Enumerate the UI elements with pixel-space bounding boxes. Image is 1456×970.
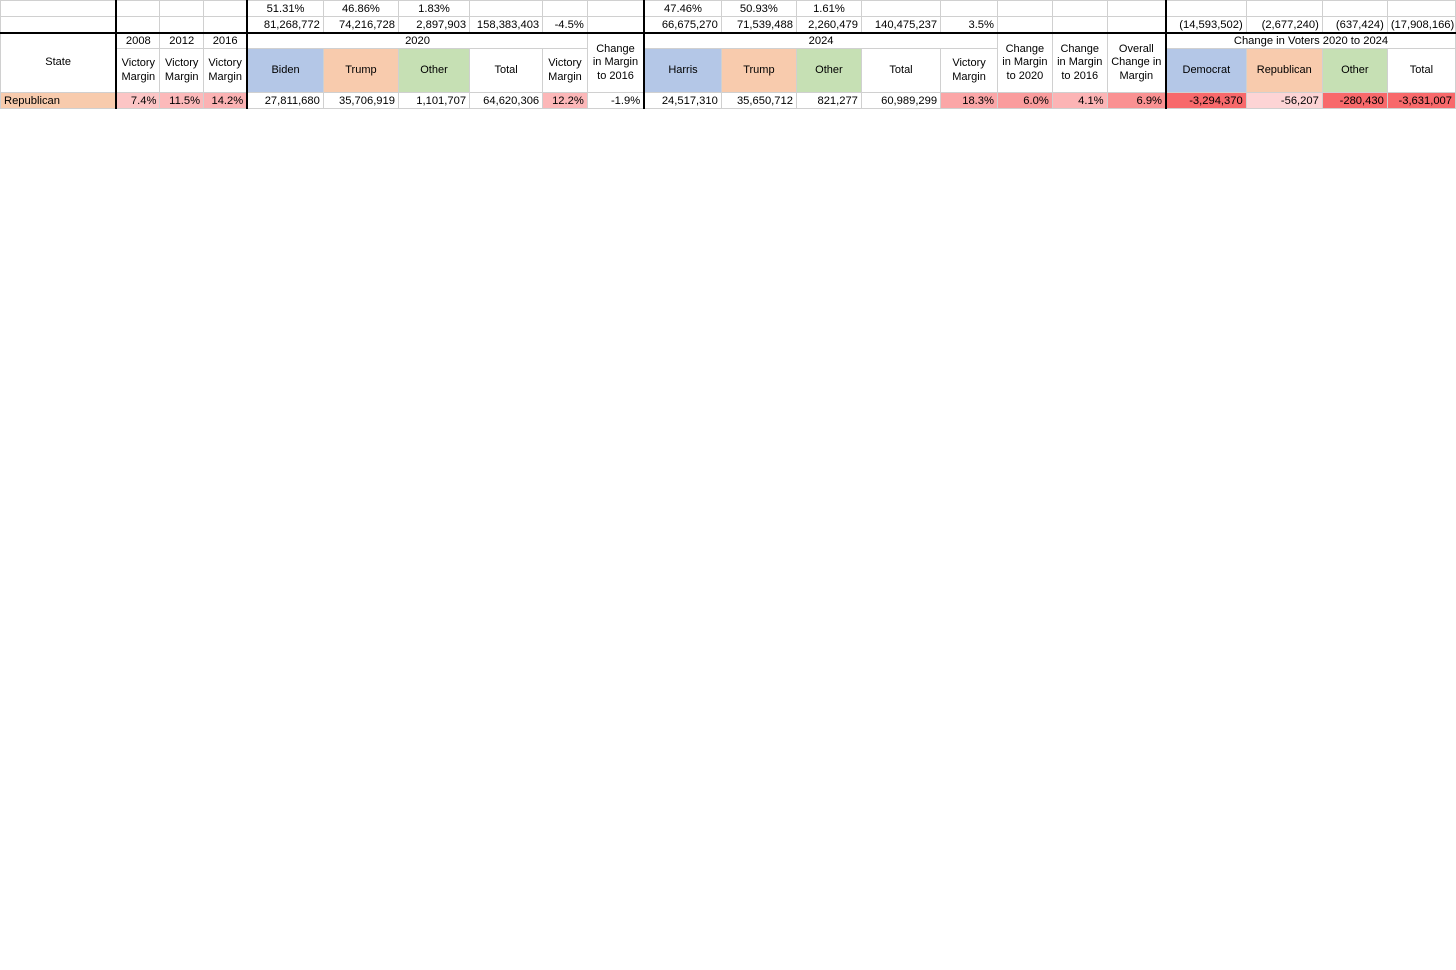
summary-cell: -3,631,007: [1387, 93, 1455, 109]
totals-cell: 50.93%: [721, 1, 796, 17]
column-header: Total: [470, 49, 543, 93]
totals-cell: [997, 1, 1052, 17]
overall-change-header: Overall Change in Margin: [1107, 33, 1166, 93]
totals-cell: [1052, 17, 1107, 34]
totals-cell: [1, 17, 117, 34]
totals-cell: [1107, 17, 1166, 34]
summary-cell: 14.2%: [204, 93, 248, 109]
summary-cell: 12.2%: [543, 93, 588, 109]
column-header: Other: [1322, 49, 1387, 93]
totals-cell: [470, 1, 543, 17]
totals-cell: [204, 1, 248, 17]
column-header: Other: [796, 49, 861, 93]
column-header: Harris: [644, 49, 721, 93]
column-header: Biden: [247, 49, 323, 93]
summary-cell: 35,650,712: [721, 93, 796, 109]
totals-cell: (637,424): [1322, 17, 1387, 34]
totals-cell: [1, 1, 117, 17]
summary-cell: 64,620,306: [470, 93, 543, 109]
totals-cell: [587, 1, 644, 17]
column-header: Republican: [1246, 49, 1322, 93]
totals-cell: 81,268,772: [247, 17, 323, 34]
totals-row: [1, 1, 1456, 17]
summary-cell: 11.5%: [160, 93, 204, 109]
column-header: Trump: [323, 49, 398, 93]
summary-cell: -1.9%: [587, 93, 644, 109]
totals-cell: 3.5%: [941, 17, 998, 34]
column-header: Victory Margin: [204, 49, 248, 93]
header-row-years: [1, 33, 1456, 49]
totals-cell: [1166, 1, 1246, 17]
totals-cell: 66,675,270: [644, 17, 721, 34]
totals-cell: [160, 17, 204, 34]
totals-cell: 1.83%: [398, 1, 469, 17]
group-label: Republican: [1, 93, 117, 109]
year-header: 2012: [160, 33, 204, 49]
year-header: 2008: [116, 33, 160, 49]
totals-cell: [587, 17, 644, 34]
totals-cell: 1.61%: [796, 1, 861, 17]
column-header: Victory Margin: [160, 49, 204, 93]
totals-cell: -4.5%: [543, 17, 588, 34]
totals-cell: (14,593,502): [1166, 17, 1246, 34]
totals-cell: 158,383,403: [470, 17, 543, 34]
totals-cell: 71,539,488: [721, 17, 796, 34]
column-header: Victory Margin: [543, 49, 588, 93]
change-2020-header: Change in Margin to 2020: [997, 33, 1052, 93]
summary-cell: 24,517,310: [644, 93, 721, 109]
column-header: Total: [1387, 49, 1455, 93]
summary-cell: -56,207: [1246, 93, 1322, 109]
column-header: Trump: [721, 49, 796, 93]
summary-row: [1, 93, 1456, 109]
header-row-columns: [1, 49, 1456, 93]
totals-cell: [1322, 1, 1387, 17]
summary-cell: 7.4%: [116, 93, 160, 109]
summary-cell: 60,989,299: [861, 93, 940, 109]
column-header: Victory Margin: [941, 49, 998, 93]
summary-cell: 4.1%: [1052, 93, 1107, 109]
totals-cell: [1107, 1, 1166, 17]
totals-cell: [116, 1, 160, 17]
election-table: [0, 0, 1456, 109]
totals-cell: 51.31%: [247, 1, 323, 17]
state-header: State: [1, 33, 117, 93]
summary-cell: 6.0%: [997, 93, 1052, 109]
totals-cell: (17,908,166): [1387, 17, 1455, 34]
totals-cell: [1246, 1, 1322, 17]
totals-cell: (2,677,240): [1246, 17, 1322, 34]
summary-cell: -280,430: [1322, 93, 1387, 109]
totals-cell: 2,260,479: [796, 17, 861, 34]
year-2024-header: 2024: [644, 33, 997, 49]
totals-cell: [1052, 1, 1107, 17]
summary-cell: 6.9%: [1107, 93, 1166, 109]
change-voters-header: Change in Voters 2020 to 2024: [1166, 33, 1456, 49]
totals-cell: [941, 1, 998, 17]
totals-cell: 140,475,237: [861, 17, 940, 34]
year-2020-header: 2020: [247, 33, 587, 49]
totals-cell: [160, 1, 204, 17]
totals-cell: 46.86%: [323, 1, 398, 17]
totals-cell: [543, 1, 588, 17]
summary-cell: 18.3%: [941, 93, 998, 109]
totals-cell: [861, 1, 940, 17]
year-header: 2016: [204, 33, 248, 49]
totals-cell: 47.46%: [644, 1, 721, 17]
totals-cell: [1387, 1, 1455, 17]
change-2016-header: Change in Margin to 2016: [587, 33, 644, 93]
summary-cell: 35,706,919: [323, 93, 398, 109]
summary-cell: -3,294,370: [1166, 93, 1246, 109]
totals-cell: [204, 17, 248, 34]
summary-cell: 1,101,707: [398, 93, 469, 109]
totals-row: [1, 17, 1456, 34]
totals-cell: [997, 17, 1052, 34]
change-2016-header: Change in Margin to 2016: [1052, 33, 1107, 93]
column-header: Victory Margin: [116, 49, 160, 93]
totals-cell: 74,216,728: [323, 17, 398, 34]
column-header: Democrat: [1166, 49, 1246, 93]
summary-cell: 821,277: [796, 93, 861, 109]
summary-cell: 27,811,680: [247, 93, 323, 109]
column-header: Other: [398, 49, 469, 93]
column-header: Total: [861, 49, 940, 93]
totals-cell: [116, 17, 160, 34]
totals-cell: 2,897,903: [398, 17, 469, 34]
